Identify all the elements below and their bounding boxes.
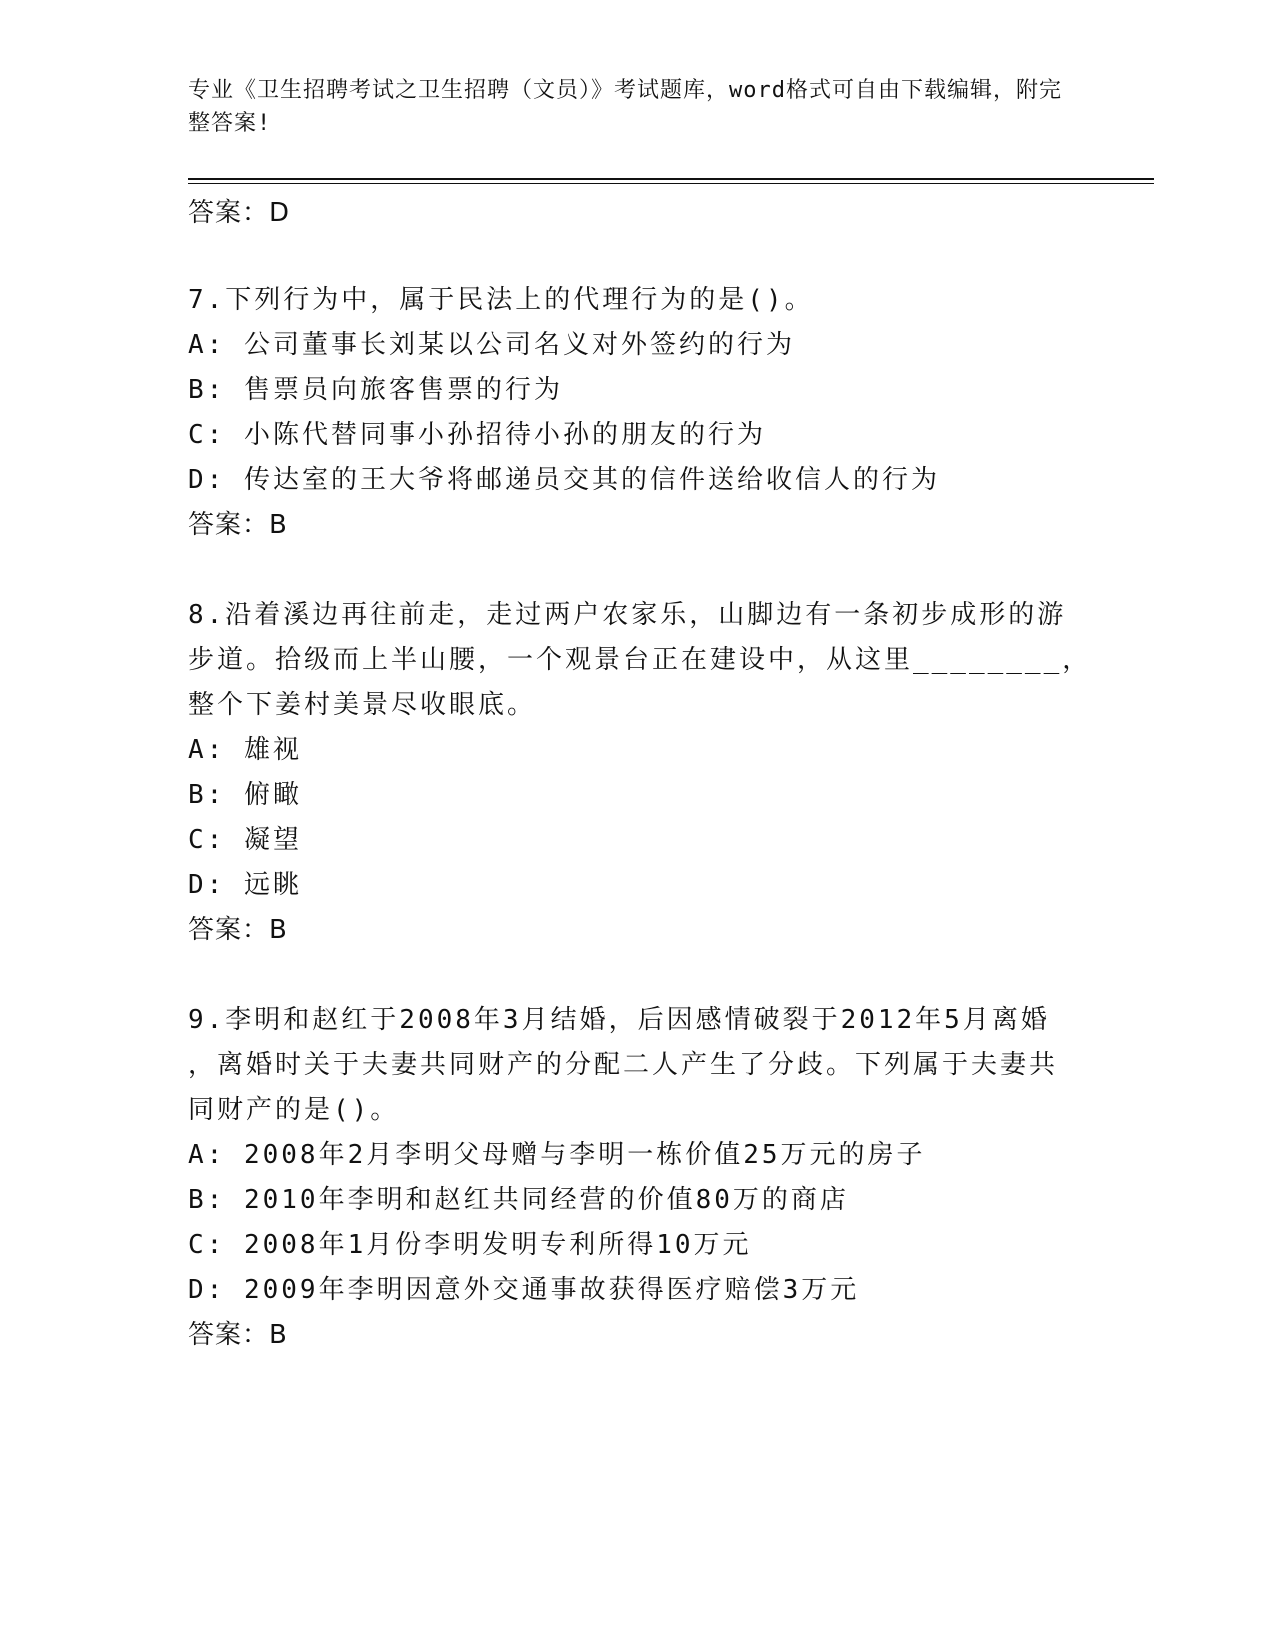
question-9-stem-line-3: 同财产的是()。 <box>188 1095 400 1125</box>
question-7-option-b: B: 售票员向旅客售票的行为 <box>188 375 563 405</box>
question-8-option-a: A: 雄视 <box>188 735 302 765</box>
question-8-option-c: C: 凝望 <box>188 825 302 855</box>
question-7-option-d: D: 传达室的王大爷将邮递员交其的信件送给收信人的行为 <box>188 465 940 495</box>
header-divider <box>188 178 1154 180</box>
question-8-option-b: B: 俯瞰 <box>188 780 302 810</box>
question-9-stem-line-1: 9.李明和赵红于2008年3月结婚，后因感情破裂于2012年5月离婚 <box>188 1005 1050 1035</box>
question-8-stem-line-2: 步道。拾级而上半山腰，一个观景台正在建设中，从这里________， <box>188 645 1092 675</box>
page-header: 专业《卫生招聘考试之卫生招聘（文员）》考试题库，word格式可自由下载编辑，附完整答案! <box>188 78 1062 136</box>
question-9-option-a: A: 2008年2月李明父母赠与李明一栋价值25万元的房子 <box>188 1140 926 1170</box>
question-8-option-d: D: 远眺 <box>188 870 302 900</box>
question-7-option-c: C: 小陈代替同事小孙招待小孙的朋友的行为 <box>188 420 766 450</box>
answer-q6: 答案：D <box>188 198 291 228</box>
question-9-stem-line-2: ，离婚时关于夫妻共同财产的分配二人产生了分歧。下列属于夫妻共 <box>188 1050 1059 1080</box>
answer-q7: 答案：B <box>188 510 288 540</box>
question-9-option-c: C: 2008年1月份李明发明专利所得10万元 <box>188 1230 752 1260</box>
answer-q8: 答案：B <box>188 915 288 945</box>
question-8-stem-line-3: 整个下姜村美景尽收眼底。 <box>188 690 537 720</box>
question-7-stem: 7.下列行为中，属于民法上的代理行为的是()。 <box>188 285 814 315</box>
answer-q9: 答案：B <box>188 1320 288 1350</box>
question-9-option-b: B: 2010年李明和赵红共同经营的价值80万的商店 <box>188 1185 849 1215</box>
question-9-option-d: D: 2009年李明因意外交通事故获得医疗赔偿3万元 <box>188 1275 860 1305</box>
question-7-option-a: A: 公司董事长刘某以公司名义对外签约的行为 <box>188 330 795 360</box>
question-8-stem-line-1: 8.沿着溪边再往前走，走过两户农家乐，山脚边有一条初步成形的游 <box>188 600 1067 630</box>
header-divider-thin <box>188 183 1154 184</box>
